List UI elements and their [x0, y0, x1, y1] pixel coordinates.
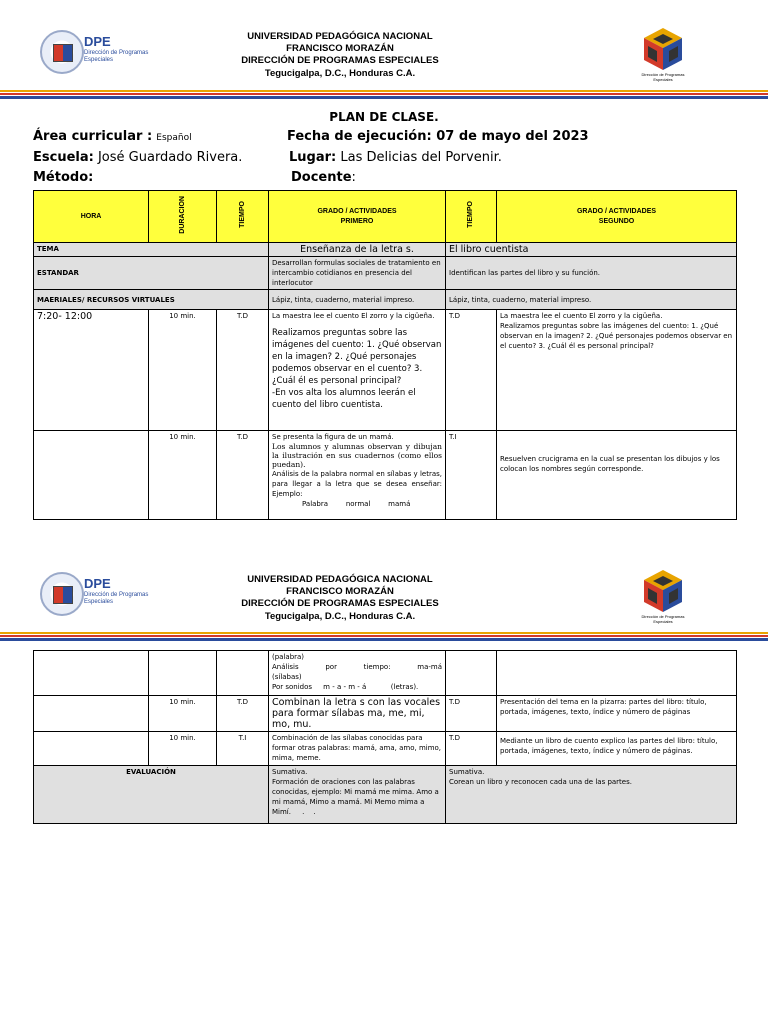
area-field: [33, 129, 192, 144]
plan-table-page2: [33, 650, 737, 824]
tiempo2-cell: T.D: [446, 310, 497, 431]
header-tiempo2-text: TIEMPO: [467, 201, 474, 228]
area-value: Español: [156, 133, 192, 143]
materiales-segundo: Lápiz, tinta, cuaderno, material impreso.: [446, 290, 737, 310]
page1-header: [0, 26, 768, 96]
header-tiempo-text: TIEMPO: [238, 201, 246, 228]
header-grado2-text: GRADO / ACTIVIDADES: [576, 207, 657, 215]
cube-caption: Dirección de Programas Especiales: [641, 614, 685, 624]
estandar-primero: Desarrollan formulas sociales de tratamiento en intercambio cotidianos en presencia del interlocutor: [269, 257, 446, 290]
tiempo-cell: [217, 651, 269, 696]
docente-colon: :: [351, 170, 356, 185]
header-hora: HORA: [34, 191, 149, 243]
hora-cell: [34, 696, 149, 732]
dpe-logo: [40, 572, 160, 616]
actividad-primero-cell: [269, 431, 446, 520]
activity-text: Resuelven crucigrama en la cual se presentan los dibujos y los colocan los nombres según corresponde.: [500, 455, 720, 473]
activity-text: Se presenta la figura de un mamá.: [272, 433, 394, 441]
cube-caption: Dirección de Programas Especiales: [641, 72, 685, 82]
activity-text: Palabra normal mamá: [302, 500, 411, 508]
duracion-cell: 10 min.: [149, 696, 217, 732]
tiempo2-cell: T.I: [446, 431, 497, 520]
institution-line: Tegucigalpa, D.C., Honduras C.A.: [264, 68, 416, 79]
metodo-field: [33, 170, 93, 185]
actividad-primero-cell: Combinación de las sílabas conocidas para formar otras palabras: mamá, ama, amo, mimo, mima, meme.: [269, 732, 446, 766]
materiales-primero: Lápiz, tinta, cuaderno, material impreso.: [269, 290, 446, 310]
fecha-field: [287, 129, 589, 144]
activity-text: Realizamos preguntas sobre las imágenes del cuento: 1. ¿Qué observan en la imagen? 2. ¿Qué personajes podemos observar en el cuento? 3. ¿Cuál él es personal principal?: [272, 328, 442, 386]
actividad-segundo-cell: [497, 651, 737, 696]
activity-text: Por sonidos m - a - m - á (letras).: [272, 683, 419, 691]
area-label: Área curricular :: [33, 129, 153, 144]
header-tiempo: [217, 191, 269, 243]
header-tiempo2: [446, 191, 497, 243]
institution-line: DIRECCIÓN DE PROGRAMAS ESPECIALES: [241, 55, 439, 66]
header-duracion-text: DURACION: [178, 195, 186, 234]
dpe-logo: [40, 30, 160, 74]
activity-text: (palabra): [272, 653, 305, 661]
tiempo-cell: T.D: [217, 696, 269, 732]
activity-text: -En vos alta los alumnos leerán el cuento del libro cuentista.: [272, 388, 416, 410]
activity-text: Corean un libro y reconocen cada una de las partes.: [449, 778, 632, 786]
header-duracion: [149, 191, 217, 243]
evaluacion-primero: [269, 766, 446, 824]
fecha-text: Fecha de ejecución: 07 de mayo del 2023: [287, 129, 589, 144]
institution-header: [200, 574, 480, 623]
escuela-field: [33, 150, 242, 165]
tiempo-cell: T.I: [217, 732, 269, 766]
actividad-primero-cell: [269, 651, 446, 696]
activity-text: Análisis de la palabra normal en sílabas y letras, para llegar a la letra que se desea enseñar: Ejemplo:: [272, 470, 442, 498]
evaluacion-row: [34, 766, 737, 824]
tiempo2-cell: T.D: [446, 696, 497, 732]
table-row: [34, 696, 737, 732]
cube-icon: [640, 568, 686, 614]
tiempo-cell: T.D: [217, 310, 269, 431]
metodo-label: Método:: [33, 170, 94, 185]
table-row: [34, 732, 737, 766]
estandar-label: ESTANDAR: [34, 257, 269, 290]
table-row: [34, 431, 737, 520]
activity-text: Formación de oraciones con las palabras conocidas, ejemplo: Mi mamá me mima. Amo a mi mamá, Mimo a mamá. Mi Memo mima a Mimí. . .: [272, 778, 442, 816]
university-seal-icon: [40, 30, 84, 74]
institution-line: FRANCISCO MORAZÁN: [286, 43, 394, 54]
duracion-cell: 10 min.: [149, 732, 217, 766]
activity-text: Sumativa.: [272, 768, 308, 776]
table-row: [34, 310, 737, 431]
table-row: [34, 651, 737, 696]
actividad-segundo-cell: [497, 310, 737, 431]
escuela-value: José Guardado Rivera.: [97, 150, 243, 165]
institution-line: DIRECCIÓN DE PROGRAMAS ESPECIALES: [241, 598, 439, 609]
tiempo-cell: T.D: [217, 431, 269, 520]
tiempo2-cell: [446, 651, 497, 696]
header-segundo-text: SEGUNDO: [598, 217, 635, 225]
hora-cell: 7:20- 12:00: [34, 310, 149, 431]
university-seal-icon: [40, 572, 84, 616]
institution-line: Tegucigalpa, D.C., Honduras C.A.: [264, 611, 416, 622]
institution-line: UNIVERSIDAD PEDAGÓGICA NACIONAL: [247, 31, 433, 42]
header-stripe: [0, 632, 768, 641]
activity-text: Los alumnos y alumnas observan y dibujan la ilustración en sus cuadernos (como ellos puedan).: [272, 442, 442, 469]
hora-cell: [34, 732, 149, 766]
institution-line: FRANCISCO MORAZÁN: [286, 586, 394, 597]
institution-header: [200, 31, 480, 80]
activity-text: Análisis por tiempo: ma-má (sílabas): [272, 663, 445, 681]
materiales-label: MAERIALES/ RECURSOS VIRTUALES: [34, 290, 269, 310]
docente-field: [291, 170, 356, 185]
docente-label: Docente: [291, 170, 352, 185]
actividad-segundo-cell: Presentación del tema en la pizarra: partes del libro: título, portada, imágenes, texto, índice y número de páginas: [497, 696, 737, 732]
cube-logo: [635, 26, 691, 84]
evaluacion-label: EVALUACIÓN: [34, 766, 269, 824]
activity-text: La maestra lee el cuento El zorro y la cigüeña.: [500, 312, 663, 320]
institution-line: UNIVERSIDAD PEDAGÓGICA NACIONAL: [247, 574, 433, 585]
header-stripe: [0, 90, 768, 99]
activity-text: Realizamos preguntas sobre las imágenes del cuento: 1. ¿Qué observan en la imagen? 2. ¿Qué personajes podemos observar en el cuento? 3. ¿Cuál él es personal principal?: [500, 322, 733, 350]
logo-title: DPE: [84, 576, 111, 591]
duracion-cell: [149, 651, 217, 696]
plan-title: PLAN DE CLASE.: [329, 110, 439, 124]
actividad-segundo-cell: [497, 732, 737, 766]
header-grado-text: GRADO / ACTIVIDADES: [317, 207, 397, 215]
logo-title: DPE: [84, 34, 111, 49]
page2-header: [0, 568, 768, 638]
actividad-primero-cell: Combinan la letra s con las vocales para formar sílabas ma, me, mi, mo, mu.: [269, 696, 446, 732]
plan-table-page1: [33, 190, 737, 520]
tema-primero: Enseñanza de la letra s.: [269, 243, 446, 257]
tema-segundo: El libro cuentista: [446, 243, 737, 257]
activity-text: Mediante un libro de cuento explico las partes del libro: título, portada, imágenes, texto, índice y número de páginas.: [500, 737, 718, 755]
hora-cell: [34, 431, 149, 520]
tiempo2-cell: T.D: [446, 732, 497, 766]
header-grado-segundo: [497, 191, 737, 243]
estandar-segundo: Identifican las partes del libro y su función.: [446, 257, 737, 290]
lugar-value: Las Delicias del Porvenir.: [340, 150, 502, 165]
logo-subtitle: Dirección de Programas Especiales: [84, 592, 149, 605]
header-primero-text: PRIMERO: [340, 217, 374, 225]
escuela-label: Escuela:: [33, 150, 94, 165]
evaluacion-segundo: [446, 766, 737, 824]
cube-logo: [635, 568, 691, 626]
actividad-primero-cell: [269, 310, 446, 431]
activity-text: Sumativa.: [449, 768, 485, 776]
lugar-label: Lugar:: [289, 150, 337, 165]
activity-text: La maestra lee el cuento El zorro y la cigüeña.: [272, 312, 435, 320]
actividad-segundo-cell: [497, 431, 737, 520]
cube-icon: [640, 26, 686, 72]
tema-label: TEMA: [34, 243, 269, 257]
lugar-field: [289, 150, 502, 165]
duracion-cell: 10 min.: [149, 310, 217, 431]
duracion-cell: 10 min.: [149, 431, 217, 520]
hora-cell: [34, 651, 149, 696]
header-grado-primero: [269, 191, 446, 243]
logo-subtitle: Dirección de Programas Especiales: [84, 50, 149, 63]
